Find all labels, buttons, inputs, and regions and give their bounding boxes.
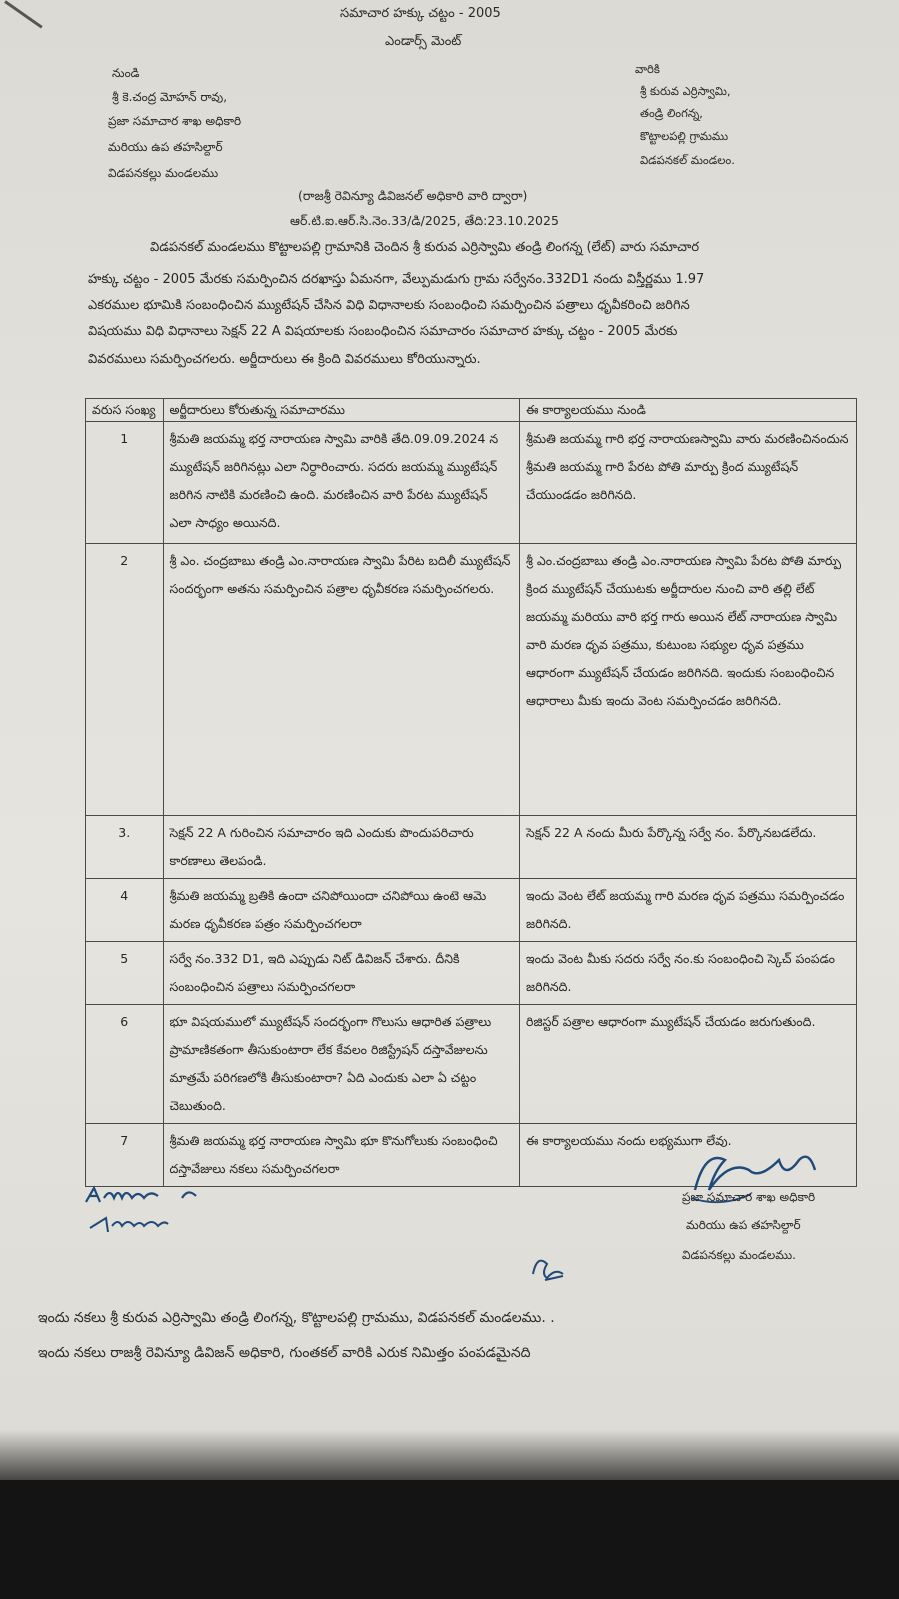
from-line: ప్రజా సమాచార శాఖ అధికారి xyxy=(108,114,242,128)
row-reply: రిజిస్టర్ పత్రాల ఆధారంగా మ్యుటేషన్ చేయడం జరుగుతుంది. xyxy=(520,1005,857,1124)
row-request: సెక్షన్ 22 A గురించిన సమాచారం ఇది ఎందుకు పొందుపరిచారు కారణాలు తెలపండి. xyxy=(163,816,520,879)
to-line: కొట్టాలపల్లి గ్రామము xyxy=(640,129,729,143)
row-reply: ఇందు వెంట మీకు సదరు సర్వే నం.కు సంబంధించి స్కెచ్ పంపడం జరిగినది. xyxy=(520,942,857,1005)
to-label: వారికి xyxy=(635,62,660,76)
row-reply: ఈ కార్యాలయము నందు లభ్యముగా లేవు. xyxy=(520,1124,857,1187)
staple-mark xyxy=(4,0,43,28)
act-title: సమాచార హక్కు చట్టం - 2005 xyxy=(340,6,501,21)
page-edge-shadow xyxy=(0,1430,899,1480)
body-line: హక్కు చట్టం - 2005 మేరకు సమర్పించిన దరఖాస్తు ఏమనగా, వేల్పుమడుగు గ్రామ సర్వేనం.332D1 నందు విస్తీర్ణము 1.97 xyxy=(88,272,705,287)
row-reply: శ్రీ ఎం.చంద్రబాబు తండ్రి ఎం.నారాయణ స్వామి పేరట పోతి మార్పు క్రింద మ్యుటేషన్ చేయుటకు అర్జీదారుల నుంచి వారి తల్లి లేట్ జయమ్మ మరియు వారి భర్త గారు అయిన లేట్ నారాయణ స్వామి వారి మరణ ధృవ పత్రము, కుటుంబ సభ్యుల ధృవ పత్రము ఆధారంగా మ్యుటేషన్ చేయడం జరిగినది. ఇందుకు సంబంధించిన ఆధారాలు మీకు ఇందు వెంట సమర్పించడం జరిగినది. xyxy=(520,544,857,816)
from-label: నుండి xyxy=(112,66,140,80)
col-header-reply: ఈ కార్యాలయము నుండి xyxy=(520,399,857,422)
row-number: 7 xyxy=(86,1124,164,1187)
row-request: శ్రీమతి జయమ్మ బ్రతికి ఉందా చనిపోయిందా చనిపోయి ఉంటె ఆమె మరణ ధృవీకరణ పత్రం సమర్పించగలరా xyxy=(163,879,520,942)
row-reply: శ్రీమతి జయమ్మ గారి భర్త నారాయణస్వామి వారు మరణించినందున శ్రీమతి జయమ్మ గారి పేరట పోతి మార్పు క్రింద మ్యుటేషన్ చేయుండడం జరిగినది. xyxy=(520,422,857,544)
copy-line: ఇందు నకలు రాజశ్రీ రెవిన్యూ డివిజన్ అధికారి, గుంతకల్ వారికి ఎరుక నిమిత్తం పంపడమైనది xyxy=(38,1345,531,1361)
table-row xyxy=(86,879,857,942)
row-reply: సెక్షన్ 22 A నందు మీరు పేర్కొన్న సర్వే నం. పేర్కొనబడలేదు. xyxy=(520,816,857,879)
row-request: సర్వే నం.332 D1, ఇది ఎప్పుడు నిట్ డివిజన్ చేశారు. దీనికి సంబంధించిన పత్రాలు సమర్పించగలరా xyxy=(163,942,520,1005)
col-header-serial: వరుస సంఖ్య xyxy=(86,399,164,422)
table-header-row xyxy=(86,399,857,422)
row-reply: ఇందు వెంట లేట్ జయమ్మ గారి మరణ ధృవ పత్రము సమర్పించడం జరిగినది. xyxy=(520,879,857,942)
row-number: 4 xyxy=(86,879,164,942)
table-row xyxy=(86,422,857,544)
row-number: 5 xyxy=(86,942,164,1005)
table-row xyxy=(86,544,857,816)
from-line: విడపనకల్లు మండలము xyxy=(108,166,219,180)
table-row xyxy=(86,816,857,879)
to-line: తండ్రి లింగన్న, xyxy=(640,106,703,120)
row-number: 3. xyxy=(86,816,164,879)
row-request: శ్రీమతి జయమ్మ భర్త నారాయణ స్వామి వారికి తేది.09.09.2024 న మ్యుటేషన్ జరిగినట్లు ఎలా నిర్ధారించారు. సదరు జయమ్మ మ్యుటేషన్ జరిగిన నాటికి మరణించి ఉంది. మరణించిన వారి పేరట మ్యుటేషన్ ఎలా సాధ్యం అయినది. xyxy=(163,422,520,544)
row-request: భూ విషయములో మ్యుటేషన్ సందర్భంగా గొలుసు ఆధారిత పత్రాలు ప్రామాణికతంగా తీసుకుంటారా లేక కేవలం రిజిస్ట్రేషన్ దస్తావేజులను మాత్రమే పరిగణలోకి తీసుకుంటారా? ఏది ఎందుకు ఎలా ఏ చట్టం చెబుతుంది. xyxy=(163,1005,520,1124)
row-number: 2 xyxy=(86,544,164,816)
signatory-line: విడపనకల్లు మండలము. xyxy=(682,1248,796,1262)
initials-signature-mark xyxy=(82,1182,212,1242)
endorsement-title: ఎండార్స్ మెంట్ xyxy=(385,34,462,49)
body-line: విడపనకల్ మండలము కొట్టాలపల్లి గ్రామానికి చెందిన శ్రీ కురువ ఎర్రిస్వామి తండ్రి లింగన్న (లేట్) వారు సమాచార xyxy=(150,240,700,255)
from-line: శ్రీ కె.చంద్ర మోహన్ రావు, xyxy=(112,90,228,104)
via-line: (రాజశ్రీ రెవిన్యూ డివిజనల్ అధికారి వారి ద్వారా) xyxy=(298,188,528,203)
table-row xyxy=(86,1005,857,1124)
small-initials-mark xyxy=(525,1248,575,1284)
signatory-line: ప్రజా సమాచార శాఖ అధికారి xyxy=(682,1190,816,1204)
row-request: శ్రీమతి జయమ్మ భర్త నారాయణ స్వామి భూ కొనుగోలుకు సంబంధించి దస్తావేజులు నకలు సమర్పించగలరా xyxy=(163,1124,520,1187)
to-line: విడపనకల్ మండలం. xyxy=(640,153,735,167)
body-line: వివరములు సమర్పించగలరు. అర్జీదారులు ఈ క్రింది వివరములు కోరియున్నారు. xyxy=(88,352,481,367)
row-number: 1 xyxy=(86,422,164,544)
row-number: 6 xyxy=(86,1005,164,1124)
to-line: శ్రీ కురువ ఎర్రిస్వామి, xyxy=(640,84,731,98)
row-request: శ్రీ ఎం. చంద్రబాబు తండ్రి ఎం.నారాయణ స్వామి పేరిట బదిలీ మ్యుటేషన్ సందర్భంగా అతను సమర్పించిన పత్రాల ధృవీకరణ సమర్పించగలరు. xyxy=(163,544,520,816)
information-table xyxy=(85,398,857,1187)
table-row xyxy=(86,942,857,1005)
body-line: విషయము విధి విధానాలు సెక్షన్ 22 A విషయాలకు సంబంధించిన సమాచారం సమాచార హక్కు చట్టం - 2005 మేరకు xyxy=(88,324,678,339)
from-line: మరియు ఉప తహసిల్దార్ xyxy=(108,140,223,154)
signatory-line: మరియు ఉప తహసిల్దార్ xyxy=(686,1218,801,1232)
copy-line: ఇందు నకలు శ్రీ కురువ ఎర్రిస్వామి తండ్రి లింగన్న, కొట్టాలపల్లి గ్రామము, విడపనకల్ మండలము. . xyxy=(38,1310,555,1326)
body-line: ఎకరముల భూమికి సంబంధించిన మ్యుటేషన్ చేసిన విధి విధానాలకు సంబంధించి సమర్పించిన పత్రాలు ధృవీకరించి జరిగిన xyxy=(88,298,690,313)
col-header-request: అర్జీదారులు కోరుతున్న సమాచారము xyxy=(163,399,520,422)
reference-number: ఆర్.టి.ఐ.ఆర్.సి.నెం.33/డి/2025, తేది:23.10.2025 xyxy=(290,213,559,228)
